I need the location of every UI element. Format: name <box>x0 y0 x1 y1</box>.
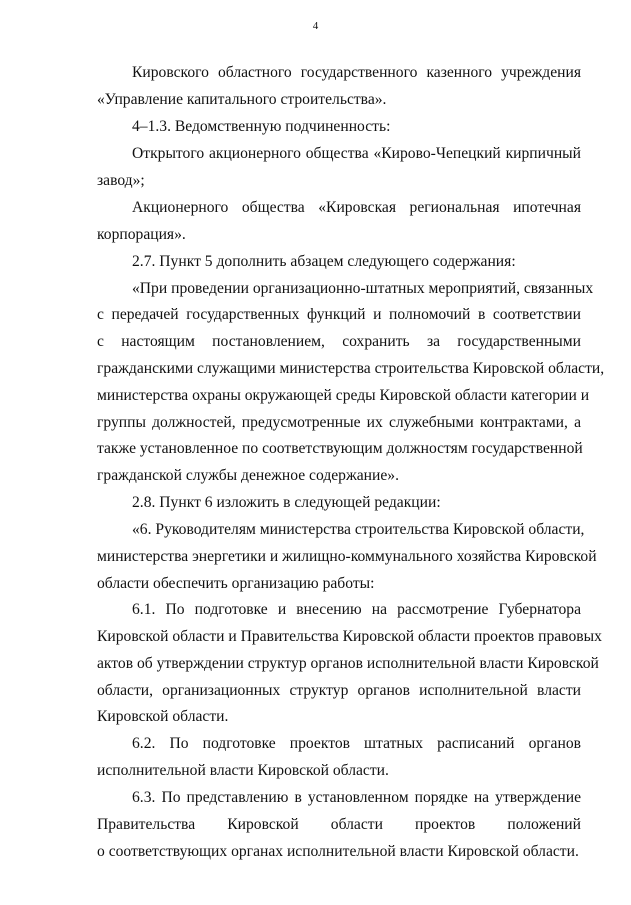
text-line: Акционерного общества «Кировская региональная ипотечная <box>132 199 581 216</box>
text-line: 4–1.3. Ведомственную подчиненность: <box>132 118 391 135</box>
text-line: 2.8. Пункт 6 изложить в следующей редакции: <box>132 494 441 511</box>
text-line: с передачей государственных функций и полномочий в соответствии <box>97 306 581 323</box>
text-line: о соответствующих органах исполнительной власти Кировской области. <box>97 843 579 860</box>
text-line: корпорация». <box>97 226 186 243</box>
text-line: министерства охраны окружающей среды Кировской области категории и <box>97 387 590 404</box>
text-line: Кировского областного государственного казенного учреждения <box>132 64 581 81</box>
text-line: 6.2. По подготовке проектов штатных расписаний органов <box>132 735 581 752</box>
text-line: с настоящим постановлением, сохранить за государственными <box>97 333 581 350</box>
text-line: «Управление капитального строительства». <box>97 91 387 108</box>
page-number: 4 <box>312 20 319 32</box>
text-line: 2.7. Пункт 5 дополнить абзацем следующего содержания: <box>132 253 516 270</box>
text-line: завод»; <box>97 172 145 189</box>
text-line: Кировской области и Правительства Кировской области проектов правовых <box>97 628 602 645</box>
text-line: области, организационных структур органов исполнительной власти <box>97 682 581 699</box>
text-line: Открытого акционерного общества «Кирово-Чепецкий кирпичный <box>132 145 581 162</box>
text-line: 6.1. По подготовке и внесению на рассмотрение Губернатора <box>132 601 581 618</box>
text-line: «При проведении организационно-штатных мероприятий, связанных <box>132 280 594 297</box>
text-line: министерства энергетики и жилищно-коммунального хозяйства Кировской <box>97 548 597 565</box>
text-line: «6. Руководителям министерства строительства Кировской области, <box>132 521 585 538</box>
text-line: Правительства Кировской области проектов положений <box>97 816 581 833</box>
text-line: также установленное по соответствующим должностям государственной <box>97 440 583 457</box>
text-line: гражданской службы денежное содержание». <box>97 467 399 484</box>
text-line: гражданскими служащими министерства строительства Кировской области, <box>97 360 605 377</box>
text-line: исполнительной власти Кировской области. <box>97 762 389 779</box>
text-line: Кировской области. <box>97 708 229 725</box>
text-line: актов об утверждении структур органов исполнительной власти Кировской <box>97 655 599 672</box>
text-line: 6.3. По представлению в установленном порядке на утверждение <box>132 789 581 806</box>
text-line: группы должностей, предусмотренные их служебными контрактами, а <box>97 414 581 431</box>
text-line: области обеспечить организацию работы: <box>97 575 375 592</box>
